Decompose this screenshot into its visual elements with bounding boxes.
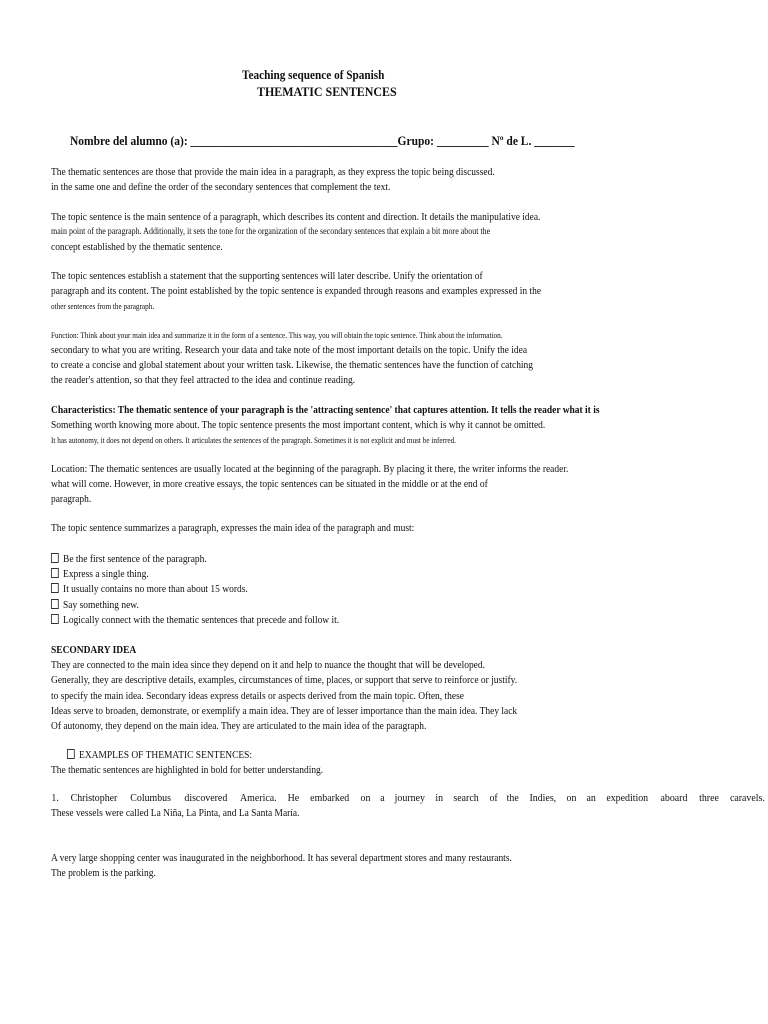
text-line: These vessels were called La Niña, La Pinta, and La Santa María. bbox=[51, 807, 300, 819]
checklist-item: Be the first sentence of the paragraph. bbox=[51, 552, 339, 567]
document-subtitle: THEMATIC SENTENCES bbox=[257, 84, 397, 99]
example-word: on bbox=[360, 792, 371, 804]
text-line: They are connected to the main idea since they depend on it and help to nuance the thought that will be developed. bbox=[51, 659, 485, 672]
checkbox-icon bbox=[67, 749, 75, 759]
example-word: Columbus bbox=[130, 792, 172, 804]
text-line: The problem is the parking. bbox=[51, 867, 156, 880]
paragraph-location bbox=[51, 462, 653, 508]
example-word: expedition bbox=[606, 792, 649, 804]
text-line: Location: The thematic sentences are usually located at the beginning of the paragraph. By placing it there, the writer informs the reader. bbox=[51, 463, 569, 475]
text-line: other sentences from the paragraph. bbox=[51, 301, 155, 312]
example-word: a bbox=[379, 792, 385, 804]
example-1-line-1 bbox=[51, 791, 767, 806]
text-line: Characteristics: The thematic sentence of your paragraph is the 'attracting sentence' that captures attention. It tells the reader what it is bbox=[51, 404, 600, 416]
text-line: to create a concise and global statement about your written task. Likewise, the thematic sentences have the function of catching bbox=[51, 359, 534, 372]
checklist-item: It usually contains no more than about 15 words. bbox=[51, 582, 339, 597]
example-word: journey bbox=[394, 792, 425, 804]
student-info-line: Nombre del alumno (a): ____________________________________Grupo: _________ Nº de L. _______ bbox=[70, 134, 575, 148]
text-line: It has autonomy, it does not depend on others. It articulates the sentences of the paragraph. Sometimes it is not explicit and must be inferred. bbox=[51, 435, 456, 446]
example-word: 1. bbox=[51, 792, 59, 804]
checkbox-icon bbox=[51, 568, 59, 578]
example-word: Christopher bbox=[70, 792, 118, 804]
text-line: main point of the paragraph. Additionally, it sets the tone for the organization of the secondary sentences that explain a bit more about the bbox=[51, 227, 491, 238]
text-line: in the same one and define the order of the secondary sentences that complement the text. bbox=[51, 181, 391, 194]
paragraph-definition bbox=[51, 165, 567, 195]
text-line: Something worth knowing more about. The topic sentence presents the most important content, which is why it cannot be omitted. bbox=[51, 419, 546, 432]
checklist-item: Say something new. bbox=[51, 598, 339, 613]
text-line: secondary to what you are writing. Research your data and take note of the most important details on the topic. Unify the idea bbox=[51, 344, 528, 356]
example-word: an bbox=[586, 792, 596, 804]
text-line: A very large shopping center was inaugurated in the neighborhood. It has several department stores and many restaurants. bbox=[51, 852, 512, 864]
text-line: The topic sentence is the main sentence of a paragraph, which describes its content and direction. It details the manipulative idea. bbox=[51, 211, 541, 223]
example-1-line-2 bbox=[51, 806, 340, 821]
examples-intro bbox=[51, 763, 367, 778]
example-word: in bbox=[435, 792, 444, 804]
text-line: concept established by the thematic sentence. bbox=[51, 240, 223, 253]
checkbox-icon bbox=[51, 614, 59, 624]
requirements-checklist bbox=[51, 552, 386, 628]
example-word: Indies, bbox=[529, 792, 557, 804]
example-2 bbox=[51, 851, 587, 881]
checklist-item: Logically connect with the thematic sentences that precede and follow it. bbox=[51, 613, 339, 628]
checkbox-icon bbox=[51, 583, 59, 593]
text-line: The topic sentences establish a statement that the supporting sentences will later describe. Unify the orientation of bbox=[51, 270, 483, 282]
document-title: Teaching sequence of Spanish bbox=[242, 68, 385, 82]
text-line: Function: Think about your main idea and summarize it in the form of a sentence. This way, you will obtain the topic sentence. Think about the information. bbox=[51, 330, 503, 340]
text-line: Ideas serve to broaden, demonstrate, or exemplify a main idea. They are of lesser importance than the main idea. They lack bbox=[51, 704, 518, 717]
text-line: what will come. However, in more creative essays, the topic sentences can be situated in the middle or at the end of bbox=[51, 478, 488, 491]
text-line: paragraph. bbox=[51, 493, 92, 506]
text-line: Of autonomy, they depend on the main idea. They are articulated to the main idea of the paragraph. bbox=[51, 720, 427, 733]
text-line: the reader's attention, so that they feel attracted to the idea and continue reading. bbox=[51, 374, 356, 387]
example-word: on bbox=[566, 792, 577, 804]
text-line: paragraph and its content. The point established by the topic sentence is expanded through reasons and examples expressed in the bbox=[51, 285, 542, 298]
text-line: The thematic sentences are those that provide the main idea in a paragraph, as they express the topic being discussed. bbox=[51, 166, 495, 178]
examples-heading-row bbox=[67, 748, 282, 763]
paragraph-statement bbox=[51, 269, 621, 314]
example-word: discovered bbox=[184, 792, 228, 804]
section-heading: EXAMPLES OF THEMATIC SENTENCES: bbox=[67, 748, 252, 763]
text-line: The topic sentence summarizes a paragraph, expresses the main idea of the paragraph and must: bbox=[51, 522, 415, 534]
example-word: America. bbox=[239, 792, 277, 804]
checkbox-icon bbox=[51, 553, 59, 563]
example-word: of bbox=[488, 792, 498, 804]
paragraph-characteristics bbox=[51, 403, 689, 448]
section-heading: SECONDARY IDEA bbox=[51, 644, 137, 656]
checkbox-icon bbox=[51, 599, 59, 609]
text-line: The thematic sentences are highlighted in bold for better understanding. bbox=[51, 764, 324, 776]
example-word: embarked bbox=[310, 792, 350, 804]
paragraph-summary bbox=[51, 521, 473, 536]
paragraph-topic-sentence bbox=[51, 210, 620, 255]
example-word: caravels. bbox=[730, 792, 765, 804]
example-word: He bbox=[287, 792, 300, 804]
paragraph-function bbox=[51, 328, 612, 389]
text-line: to specify the main idea. Secondary ideas express details or aspects derived from the main topic. Often, these bbox=[51, 689, 464, 702]
example-word: the bbox=[506, 792, 519, 804]
text-line: Generally, they are descriptive details, examples, circumstances of time, places, or support that serve to reinforce or justify. bbox=[51, 674, 518, 687]
checklist-item: Express a single thing. bbox=[51, 567, 339, 582]
example-word: three bbox=[698, 792, 719, 804]
example-word: search bbox=[453, 792, 479, 804]
secondary-idea-section bbox=[51, 643, 593, 734]
example-word: aboard bbox=[660, 792, 688, 804]
